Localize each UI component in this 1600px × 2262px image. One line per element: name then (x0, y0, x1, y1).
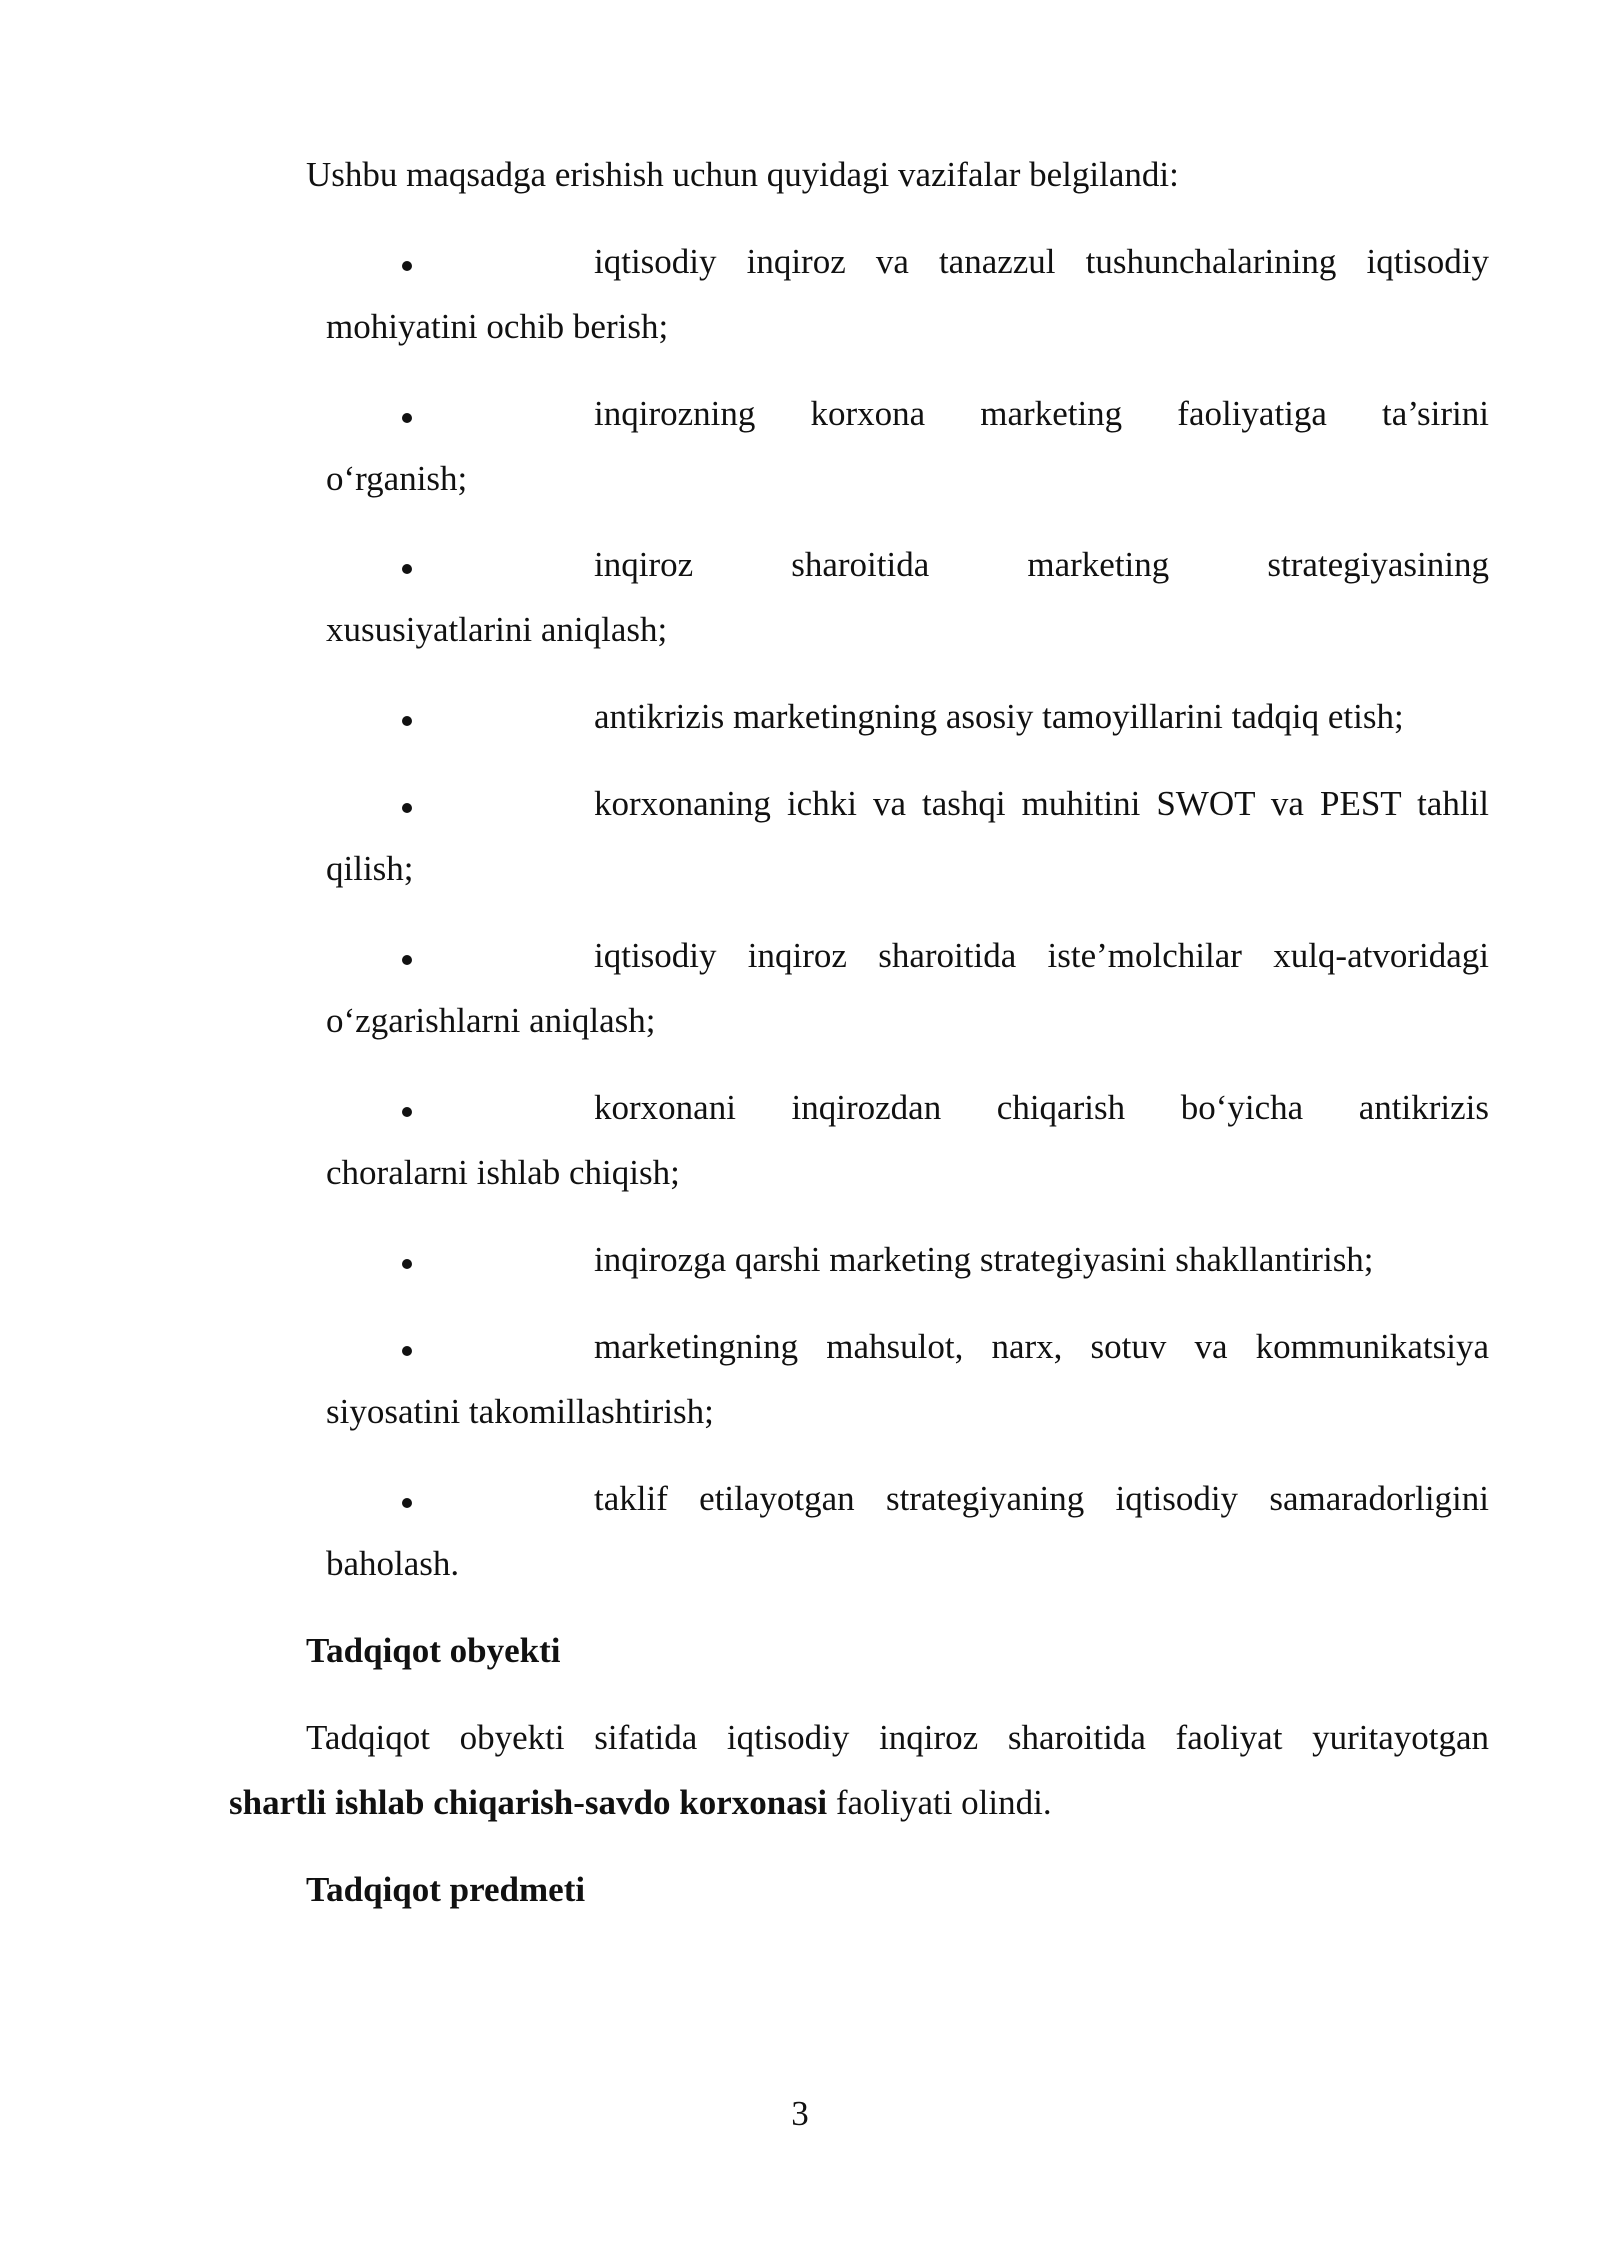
task-first-line: inqiroz sharoitida marketing strategiyasining (594, 545, 1489, 584)
section-heading-subject: Tadqiqot predmeti (306, 1870, 586, 1909)
object-paragraph-line (229, 1781, 1052, 1825)
task-continuation: qilish; (326, 849, 414, 888)
task-continuation: o‘rganish; (326, 459, 468, 498)
bullet-icon (402, 564, 412, 574)
task-continuation: choralarni ishlab chiqish; (326, 1153, 680, 1192)
task-first-line: iqtisodiy inqiroz sharoitida iste’molchilar xulq-atvoridagi (594, 936, 1489, 975)
task-continuation: mohiyatini ochib berish; (326, 307, 669, 346)
task-first-line: marketingning mahsulot, narx, sotuv va kommunikatsiya (594, 1327, 1489, 1366)
task-first-line: korxonaning ichki va tashqi muhitini SWOT va PEST tahlil (594, 784, 1489, 823)
section-heading-object: Tadqiqot obyekti (306, 1631, 561, 1670)
bullet-icon (402, 1107, 412, 1117)
object-paragraph-tail: faoliyati olindi. (827, 1783, 1052, 1822)
task-first-line: inqirozning korxona marketing faoliyatiga ta’sirini (594, 394, 1489, 433)
task-continuation: baholash. (326, 1544, 460, 1583)
bullet-icon (402, 261, 412, 271)
task-first-line: taklif etilayotgan strategiyaning iqtisodiy samaradorligini (594, 1479, 1489, 1518)
object-paragraph-line: Tadqiqot obyekti sifatida iqtisodiy inqiroz sharoitida faoliyat yuritayotgan (306, 1718, 1489, 1757)
task-continuation: xususiyatlarini aniqlash; (326, 610, 668, 649)
object-bold-phrase: shartli ishlab chiqarish-savdo korxonasi (229, 1783, 828, 1822)
bullet-icon (402, 1498, 412, 1508)
task-first-line: korxonani inqirozdan chiqarish bo‘yicha antikrizis (594, 1088, 1489, 1127)
bullet-icon (402, 1259, 412, 1269)
task-continuation: o‘zgarishlarni aniqlash; (326, 1001, 656, 1040)
task-first-line: iqtisodiy inqiroz va tanazzul tushunchalarining iqtisodiy (594, 242, 1489, 281)
bullet-icon (402, 1346, 412, 1356)
page-number: 3 (791, 2094, 809, 2133)
bullet-icon (402, 955, 412, 965)
task-continuation: siyosatini takomillashtirish; (326, 1392, 714, 1431)
task-first-line: antikrizis marketingning asosiy tamoyillarini tadqiq etish; (594, 697, 1404, 736)
bullet-icon (402, 413, 412, 423)
bullet-icon (402, 716, 412, 726)
bullet-icon (402, 803, 412, 813)
intro-sentence: Ushbu maqsadga erishish uchun quyidagi vazifalar belgilandi: (306, 155, 1179, 194)
task-first-line: inqirozga qarshi marketing strategiyasini shakllantirish; (594, 1240, 1374, 1279)
